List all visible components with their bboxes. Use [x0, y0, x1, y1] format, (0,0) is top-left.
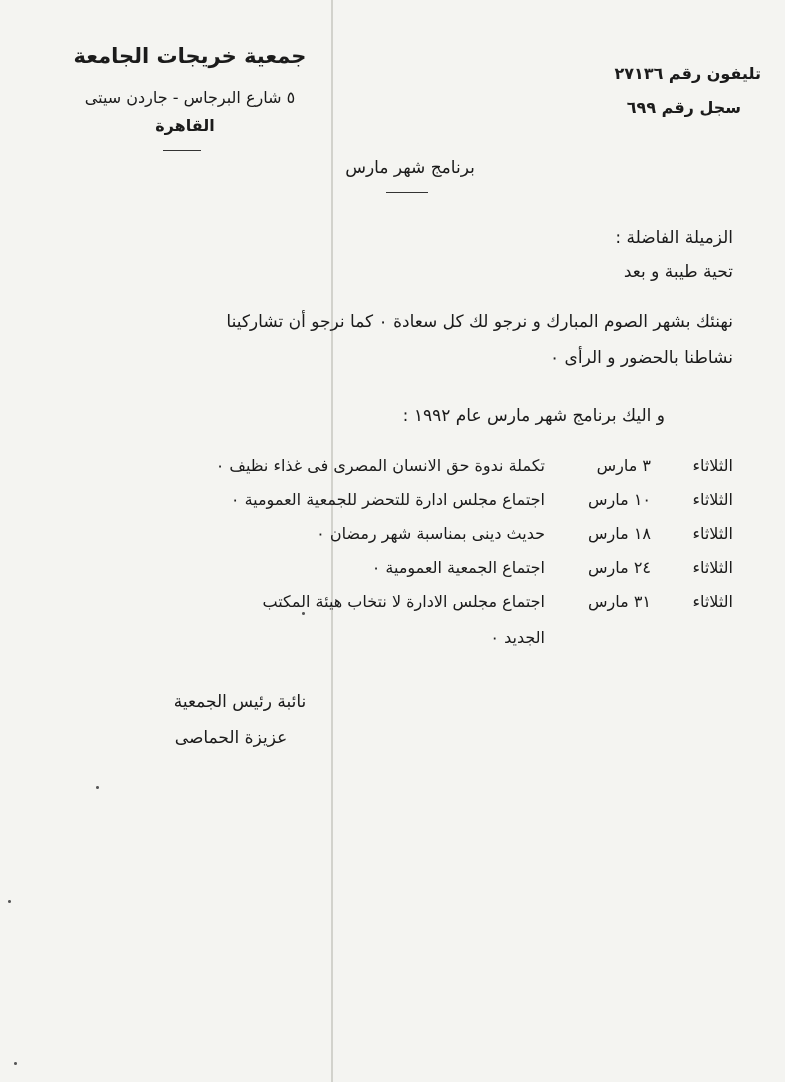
signature-role: نائبة رئيس الجمعية [173, 692, 307, 712]
schedule-day: الثلاثاء [692, 490, 733, 509]
org-city: القاهرة [155, 116, 215, 135]
scan-speck [302, 612, 305, 615]
title-underline [386, 192, 428, 193]
schedule-date: ١٠ مارس [588, 490, 651, 509]
schedule-event: اجتماع الجمعية العمومية ٠ [371, 558, 545, 577]
scan-speck [14, 1062, 17, 1065]
greeting: تحية طيبة و بعد [623, 262, 733, 282]
schedule-day: الثلاثاء [692, 524, 733, 543]
scan-speck [8, 900, 11, 903]
schedule-date: ٣١ مارس [588, 592, 651, 611]
schedule-date: ١٨ مارس [588, 524, 651, 543]
schedule-event: حديث دينى بمناسبة شهر رمضان ٠ [316, 524, 545, 543]
scan-speck [96, 786, 99, 789]
registry-number: سجل رقم ٦٩٩ [626, 98, 741, 117]
org-divider [163, 150, 201, 151]
schedule-day: الثلاثاء [692, 592, 733, 611]
schedule-day: الثلاثاء [692, 456, 733, 475]
schedule-date: ٣ مارس [596, 456, 651, 475]
schedule-event: اجتماع مجلس الادارة لا نتخاب هيئة المكتب [262, 592, 545, 611]
schedule-event: تكملة ندوة حق الانسان المصرى فى غذاء نظيف ٠ [215, 456, 545, 475]
phone-number: تليفون رقم ٢٧١٣٦ [614, 64, 761, 83]
signature-name: عزيزة الحماصى [174, 728, 288, 748]
program-title: برنامج شهر مارس [345, 158, 475, 178]
schedule-event: اجتماع مجلس ادارة للتحضر للجمعية العمومية ٠ [230, 490, 545, 509]
schedule-day: الثلاثاء [692, 558, 733, 577]
salutation: الزميلة الفاضلة : [615, 228, 733, 248]
schedule-continuation: الجديد ٠ [490, 628, 545, 647]
schedule-date: ٢٤ مارس [588, 558, 651, 577]
org-address: ٥ شارع البرجاس - جاردن سيتى [84, 88, 296, 107]
schedule-intro: و اليك برنامج شهر مارس عام ١٩٩٢ : [402, 406, 665, 426]
paragraph-line-1: نهنئك بشهر الصوم المبارك و نرجو لك كل سعادة ٠ كما نرجو أن تشاركينا [226, 312, 733, 332]
org-name: جمعية خريجات الجامعة [73, 44, 307, 68]
paragraph-line-2: نشاطنا بالحضور و الرأى ٠ [550, 348, 733, 368]
